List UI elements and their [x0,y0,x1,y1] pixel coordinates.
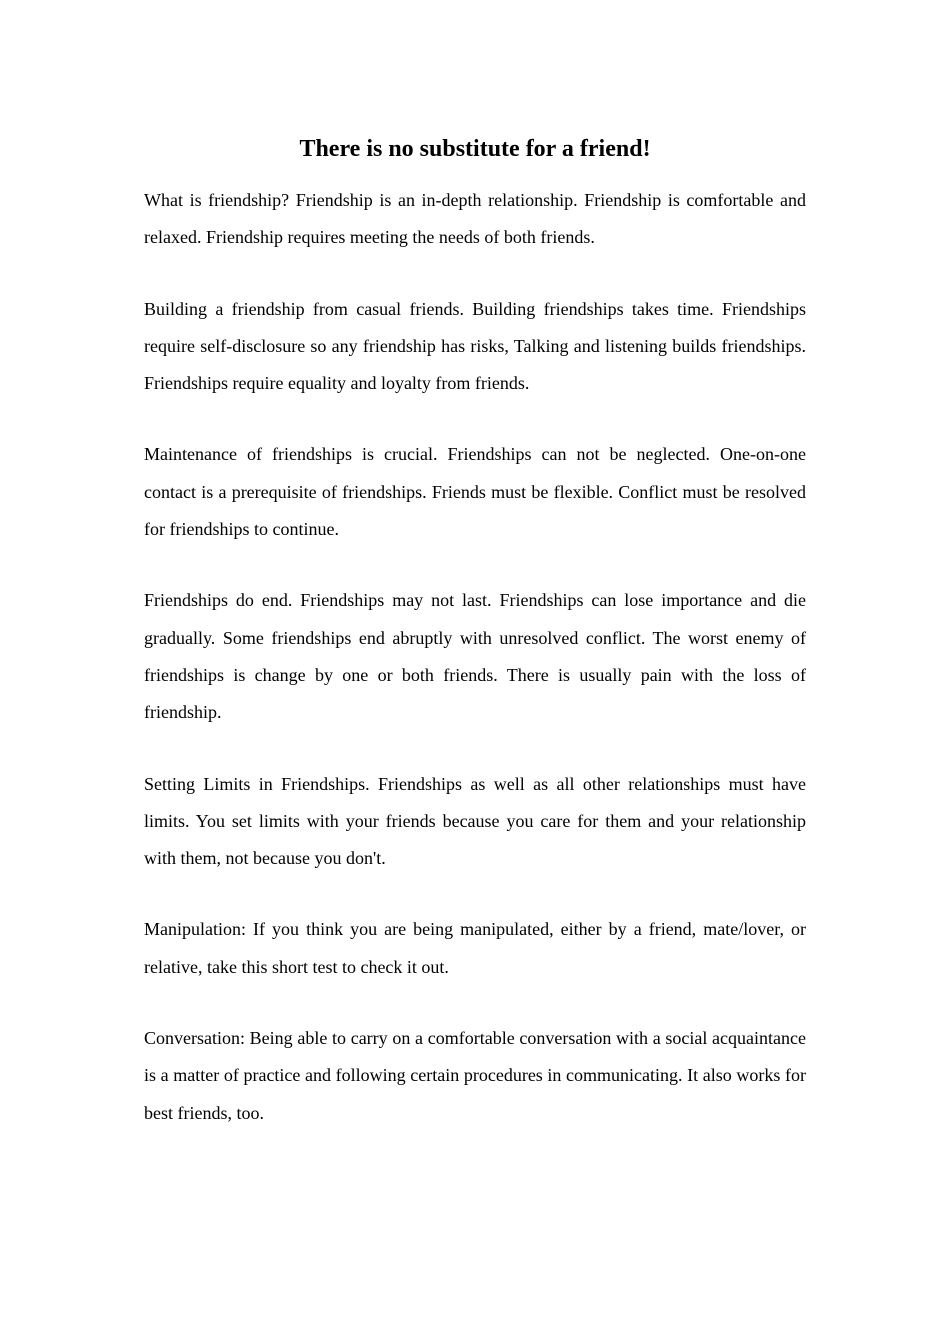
document-body [144,182,806,1166]
document-title: There is no substitute for a friend! [299,136,651,162]
paragraph-conversation: Conversation: Being able to carry on a comfortable conversation with a social acquaintance is a matter of practice and following certain procedures in communicating. It also works for best friends, too. [144,1028,806,1123]
paragraph-setting-limits: Setting Limits in Friendships. Friendships as well as all other relationships must have limits. You set limits with your friends because you care for them and your relationship with them, not because you don't. [144,773,806,869]
paragraph-manipulation: Manipulation: If you think you are being manipulated, either by a friend, mate/lover, or relative, take this short test to check it out. [144,919,806,977]
paragraph-maintenance: Maintenance of friendships is crucial. Friendships can not be neglected. One-on-one contact is a prerequisite of friendships. Friends must be flexible. Conflict must be resolved for friendships to continue. [144,444,806,540]
paragraph-what-is-friendship: What is friendship? Friendship is an in-depth relationship. Friendship is comfortable and relaxed. Friendship requires meeting the needs of both friends. [144,190,806,248]
paragraph-building-friendship: Building a friendship from casual friends. Building friendships takes time. Friendships require self-disclosure so any friendship has risks, Talking and listening builds friendships. Friendships require equality and loyalty from friends. [144,298,806,394]
paragraph-friendships-end: Friendships do end. Friendships may not last. Friendships can lose importance and die gradually. Some friendships end abruptly with unresolved conflict. The worst enemy of friendships is change by one or both friends. There is usually pain with the loss of friendship. [144,590,806,723]
